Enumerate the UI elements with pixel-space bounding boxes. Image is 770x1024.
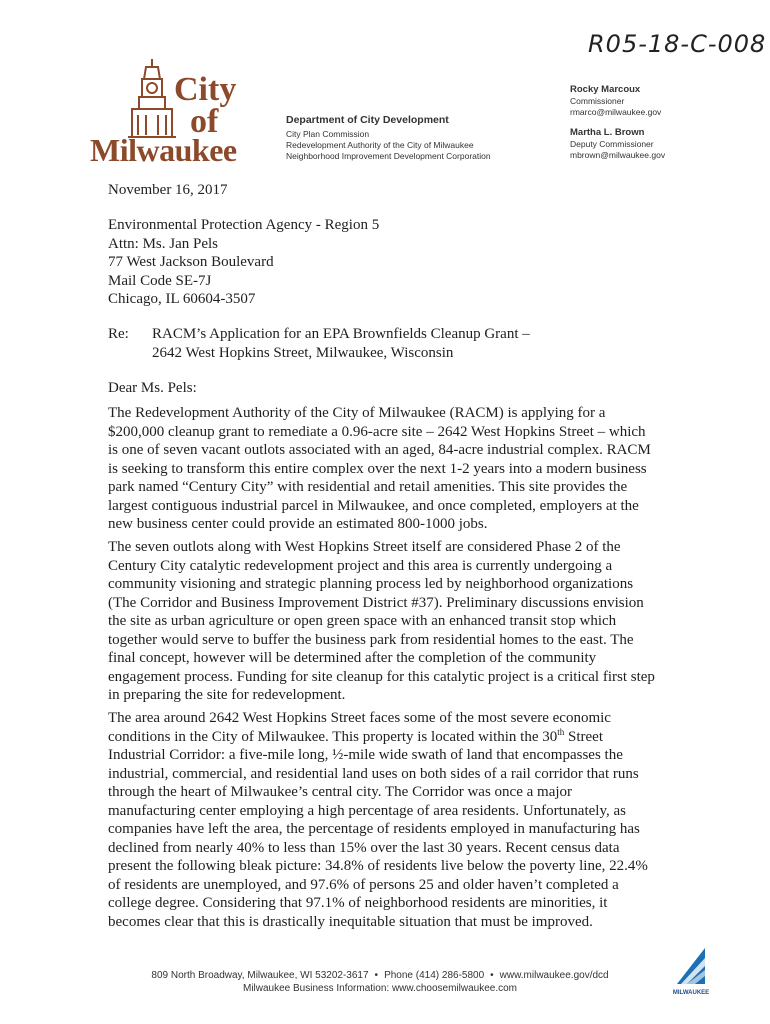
footer-contact-line [120,969,640,982]
city-of-milwaukee-logo [90,55,250,167]
paragraph-line: the site as urban agriculture or open green space with an enhanced transit stop which [108,613,617,629]
footer-separator: • [374,970,379,981]
department-block [286,114,491,162]
department-line: Redevelopment Authority of the City of Milwaukee [286,140,474,150]
address-line: Environmental Protection Agency - Region 5 [108,217,380,233]
footer-business-info: Milwaukee Business Information: www.choosemilwaukee.com [242,983,517,994]
footer-phone: Phone (414) 286-5800 [384,970,485,981]
paragraph-line: is one of seven vacant outlots associated with an aged, 84-acre industrial complex. RACM [108,442,651,458]
paragraph-line: industrial, commercial, and residential land uses on both sides of a rail corridor that runs [108,765,639,782]
address-line: Chicago, IL 60604-3507 [108,291,256,307]
department-line: Neighborhood Improvement Development Corporation [286,151,491,161]
officials-block [570,84,665,161]
paragraph-line-tail: Street [564,728,604,745]
logo-text-city: City [174,71,237,108]
address-line: 77 West Jackson Boulevard [108,254,274,270]
paragraph-line: community visioning and strategic planning process led by neighborhood organizations [108,576,634,592]
paragraph-line: together would serve to buffer the business park from residential homes to the east. The [108,631,634,648]
department-title: Department of City Development [286,114,449,126]
subject-line: RACM’s Application for an EPA Brownfields Cleanup Grant – [152,326,530,342]
city-hall-tower-icon [126,57,178,139]
subject-line: 2642 West Hopkins Street, Milwaukee, Wisconsin [152,344,454,361]
body-paragraph-2 [108,538,663,705]
subject-label: Re: [108,326,129,342]
official-email: rmarco@milwaukee.gov [570,107,662,117]
address-line: Mail Code SE-7J [108,272,212,289]
paragraph-line: becomes clear that this is drastically inequitable situation that must be improved. [108,913,593,930]
file-code-handwritten: R05-18-C-008 [588,30,767,58]
footer-address: 809 North Broadway, Milwaukee, WI 53202-3617 [151,970,369,981]
salutation: Dear Ms. Pels: [108,380,197,396]
milwaukee-brand-logo [668,944,714,1000]
paragraph-line: engagement process. Funding for site cleanup for this catalytic project is a critical first step [108,668,655,685]
subject-text [152,325,530,362]
paragraph-line: Industrial Corridor: a five-mile long, ½-mile wide swath of land that encompasses the [108,747,623,763]
official-title: Deputy Commissioner [570,139,654,149]
paragraph-line: The area around 2642 West Hopkins Street faces some of the most severe economic [108,710,611,726]
letter-date: November 16, 2017 [108,182,228,198]
paragraph-line: Century City catalytic redevelopment project and this area is currently undergoing a [108,557,613,574]
milwaukee-sail-icon [673,944,709,988]
paragraph-line: The seven outlots along with West Hopkins Street itself are considered Phase 2 of the [108,539,621,555]
paragraph-line-with-superscript [108,728,663,747]
ordinal-superscript: th [557,726,565,737]
logo-text-milwaukee: Milwaukee [90,132,237,168]
paragraph-line: of residents are unemployed, and 97.6% of persons 25 and older haven’t completed a [108,876,619,893]
milwaukee-logo-text: MILWAUKEE [672,990,710,996]
paragraph-line: college degree. Considering that 97.1% of neighborhood residents are minorities, it [108,895,608,911]
paragraph-line-text: conditions in the City of Milwaukee. This property is located within the 30 [108,728,558,745]
official-name: Martha L. Brown [570,127,645,138]
department-line: City Plan Commission [286,129,370,139]
paragraph-line: $200,000 cleanup grant to remediate a 0.96-acre site – 2642 West Hopkins Street – which [108,423,646,440]
paragraph-line: declined from nearly 40% to less than 15% over the last 30 years. Recent census data [108,839,620,856]
logo-text-of: of [190,103,219,140]
paragraph-line: new business center could provide an estimated 800-1000 jobs. [108,516,488,532]
address-line: Attn: Ms. Jan Pels [108,235,219,252]
footer-website-link[interactable]: www.milwaukee.gov/dcd [499,970,609,981]
paragraph-line: park named “Century City” with residential and retail amenities. This site provides the [108,479,628,495]
paragraph-line: present the following bleak picture: 34.8% of residents live below the poverty line, 22.4% [108,858,648,874]
footer-separator: • [490,970,494,981]
recipient-address [108,216,379,309]
body-paragraph-1 [108,404,663,534]
official-title: Commissioner [570,96,625,106]
paragraph-line: through the heart of Milwaukee’s central city. The Corridor was once a major [108,784,573,800]
official-email: mbrown@milwaukee.gov [570,150,666,160]
paragraph-line: is seeking to transform this entire complex over the next 1-2 years into a modern business [108,460,647,477]
paragraph-line: final concept, however will be determined after the completion of the community [108,650,597,666]
body-paragraph-3 [108,709,663,931]
official-name: Rocky Marcoux [570,84,641,95]
paragraph-line: companies have left the area, the percentage of residents employed in manufacturing has [108,821,640,837]
official-commissioner [570,84,665,118]
paragraph-line: manufacturing center employing a high percentage of area residents. Unfortunately, as [108,802,626,819]
paragraph-line: The Redevelopment Authority of the City of Milwaukee (RACM) is applying for a [108,405,606,421]
paragraph-line: in preparing the site for redevelopment. [108,687,346,703]
letterhead-footer [120,969,640,995]
official-deputy-commissioner [570,127,665,161]
paragraph-line: largest contiguous industrial parcel in Milwaukee, and once completed, employers at the [108,497,639,514]
paragraph-line: (The Corridor and Business Improvement District #37). Preliminary discussions envision [108,594,644,611]
